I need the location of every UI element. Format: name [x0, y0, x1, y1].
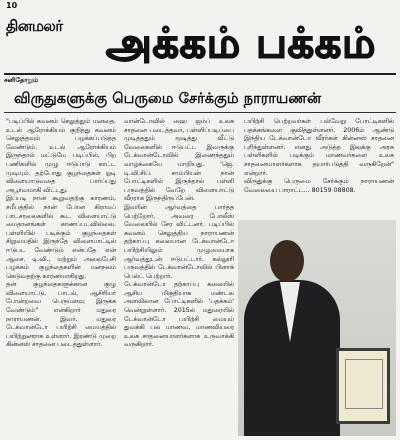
article-column-3	[244, 118, 394, 195]
section-title: அக்கம் பக்கம்	[106, 19, 377, 67]
framed-certificate	[336, 348, 390, 424]
page-number: 10	[6, 1, 18, 10]
article-column-2	[124, 118, 234, 350]
newspaper-brand: தினமலர்	[6, 17, 63, 35]
article-column-1	[6, 118, 116, 350]
daily-tag: சனிதோறும்	[4, 76, 39, 84]
article-headline: விருதுகளுக்கு பெருமை சேர்க்கும் நாராயணன்	[14, 90, 322, 107]
column-paragraph: இப்படி நான் கூறுவதற்கு காரணம், சமீபத்தில் நான் போன கிராமப் பாடசாலைகளில் கூட விளையாட்டு மைதானங்கள் காணப்படவில்லை. பள்ளியில் படிக்கும் குழந்தைகள் சிறுவயதில் இருந்தே விளையாட்டில் ஈடுபட வேண்டும் என்பதே என் ஆசை. டி.வி., மற்றும் அலைபேசி பழக்கம் குழந்தைகளின் மனநலம் கெடுவதற்கு காரணமாகிறது.	[6, 195, 116, 280]
headline-rule	[4, 112, 396, 113]
column-paragraph: பயிற்சி பெற்றவர்கள் பல்வேறு போட்டிகளில் பதக்கங்களை குவித்துள்ளனர். 2006ம் ஆண்டு இந்திய டேக்வான்டோ வீரர்கள் கின்னஸ் சாதனை புரிந்துள்ளனர். எனது அடுத்த இலக்கு அரசு பள்ளிகளில் படிக்கும் மாணவர்களை உலக சாதனையாளர்களாக தயார்படுத்தி வருகிறேன்" என்றார்.	[244, 118, 394, 177]
article-photo	[238, 220, 396, 436]
masthead	[4, 13, 396, 75]
column-paragraph: வான்டோவில் ஹை ஜம்ப் உலக சாதனை படைத்தவர், பள்ளிப்படிப்பை முடித்ததும் மூடித்து வீட்டு வேலைகளில் ஈடுபட்ட இவருக்கு டேக்வான்டோவில் இணைந்ததும் வாழ்க்கையே மாறியது. 'ஜெ. டி.வி.சிப். சாம்பியன் நான் போட்டிகளில் இருந்தால் பள்ளி பருவத்தில் வேறே விளையாட்டு வீரராக இருந்திருப்பேன்.	[124, 118, 234, 203]
column-paragraph: இவரின் ஆர்வத்தை பார்த்த பெற்றோர், அவரை போலீஸ் வேலையில் சேர விட்டனர். படிப்பில் கவனம் செலுத்திய நாராயணன் தற்காப்பு கலையான டேக்வான்டோ பயிற்சியிலும் முழுமையாக ஆர்வத்துடன் ஈடுபட்டார். கல்லூரி பருவத்தில் டேக்வான்டோவில் பிளாக் பெல்ட் பெற்றார்.	[124, 203, 234, 280]
column-paragraph: விருதுக்கு பெருமை சேர்க்கும் நாராயணன் வேலையை பாராட்ட... 80159 08808.	[244, 178, 394, 194]
certificate-inner	[345, 359, 383, 409]
column-paragraph: தன் குழந்தைகளுக்கான குழு விளையாட்டு, பாடல், ஆசிரியர் போன்றவை பெருமளவு இருக்க வேண்டும்" என்கிறார் மதுரை நாராயணன். இவர், மதுரை டேக்வான்டோ பயிற்சி மையத்தில் பயிற்றுனராக உள்ளார். இரண்டு முறை கின்னஸ் சாதனை படைத்துள்ளார்.	[6, 281, 116, 349]
person-head	[270, 240, 304, 282]
column-paragraph: "படிப்பில் கவனம் செலுத்தும் மனதை, உடல் ஆரோக்கியம் குறித்து கவனம் செலுத்தவும் பழக்கப்படுத்த வேண்டும். உடல் ஆரோக்கியம் இருந்தால் மட்டுமே படிப்பில், பிற பணிகளில் முழு ஈடுபாடு காட்ட முடியும். தற்போது குழந்தைகள் ஓடி விளையாடுவதை பார்ப்பது அபூர்வமாகி விட்டது.	[6, 118, 116, 194]
column-paragraph: டேக்வான்டோ தற்காப்பு கலையில் ஆசிய மிகுதியாக மண்டல அளவிலான போட்டிகளில் 'பதக்கம்' வென்றுள்ளார். 2015ல் மதுரையில் டேக்வான்டோ பயிற்சி மையம் துவக்கி பல மாணவ, மாணவியரை உலக சாதனையாளர்களாக உருவாக்கி வருகிறார்.	[124, 281, 234, 349]
